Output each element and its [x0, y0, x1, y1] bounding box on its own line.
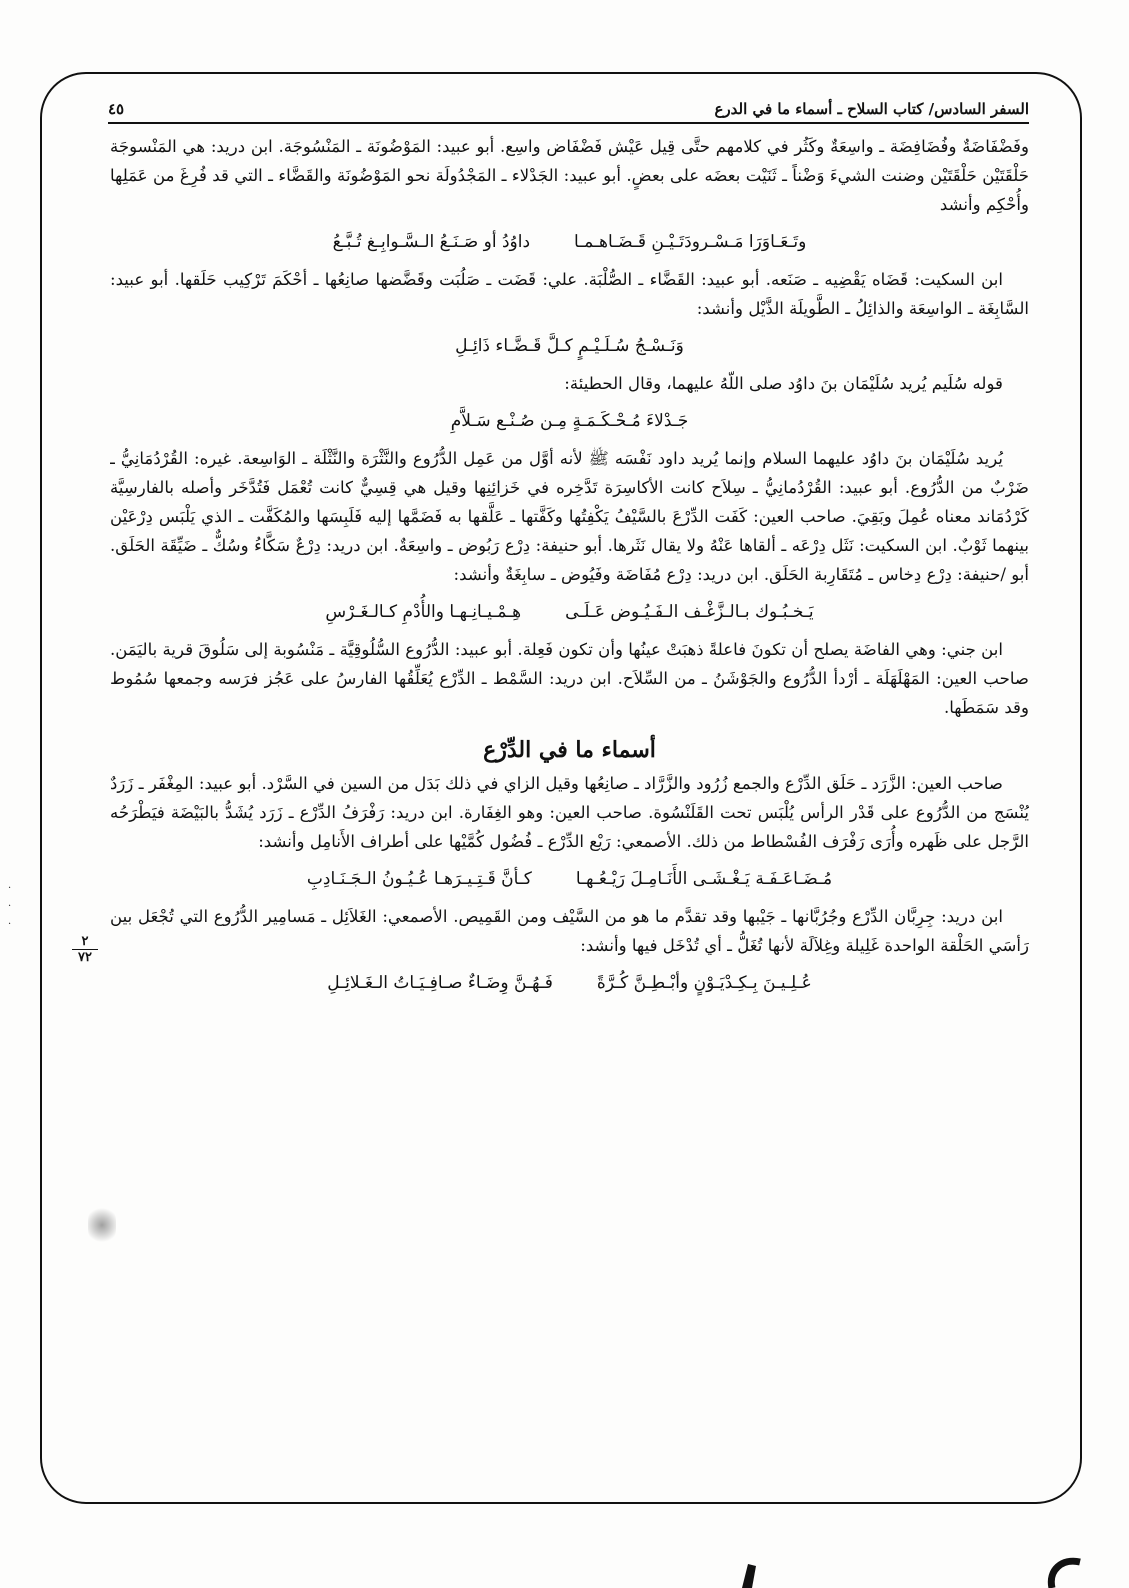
- scan-speckles: · · ·: [8, 883, 12, 930]
- paragraph: ابن السكيت: قَضَاه يَقْضِيه ـ صَنَعه. أبو عبيد: القَضَّاء ـ الصُّلْبَة. علي: قَضَت ـ صَلُبَت وقَضَّضها صانِعُها ـ أحْكَمَ تَرْكِيب حَلَقها. أبو عبيد: السَّابِغَة ـ الواسِعَة والذائِلُ ـ الطَّويلَة الذَّيْل وأنشد:: [110, 270, 1029, 318]
- verse-line: وَنَـسْـجُ سُـلَـيْـمٍ كـلَّ قَـضَّـاء ذَائِـلِ: [455, 336, 684, 356]
- verse-second-hemistich: داوُدُ أو صَـنَـعُ الـسَّـوابِـغ تُـبَّـعُ: [332, 232, 531, 252]
- running-header: [108, 88, 1029, 118]
- margin-reference-top: ٢: [72, 934, 98, 950]
- verse-first-hemistich: وتَـعَـاوَرَا مَـسْـرودَتَـيْـنِ قَـضَـاهـمـا: [574, 232, 807, 252]
- header-title: السفر السادس/ كتاب السلاح ـ أسماء ما في الدرع: [714, 100, 1029, 118]
- margin-reference-bottom: ٧٢: [78, 950, 92, 965]
- verse-first-hemistich: عُـلِـيـنَ بِـكِـدْيَـوْنٍ وأبْـطِـنَّ كُـرَّةً: [596, 973, 812, 993]
- margin-page-reference: [72, 934, 98, 965]
- poem-verse: [110, 332, 1029, 361]
- page-body: [110, 132, 1029, 1498]
- header-rule: [108, 122, 1029, 124]
- poem-verse: [110, 598, 1029, 627]
- verse-second-hemistich: كـأنَّ قَـتِـيـرَهـا عُـيُـونُ الـجَـنَـادِبِ: [306, 869, 532, 889]
- poem-verse: [110, 407, 1029, 436]
- paragraph: صاحب العين: الزَّرَد ـ حَلَق الدِّرْع والجمع زُرُود والزَّرَّاد ـ صانِعُها وقيل الزاي في ذلك بَدَل من السين في السَّرْد. أبو عبيد: المِغْفَر ـ زَرَدٌ يُنْسَج من الدُّرُوع على قَدْر الرأس يُلْبَس تحت القَلَنْسُوة. صاحب العين: وهو الغِفَارة. ابن دريد: رَفْرَفُ الدِّرْع ـ زَرَد يُشَدُّ بالبَيْضَة فيَطْرَحُه الرَّجل على ظَهره وأُرَى رَفْرَف الفُسْطاط من ذلك. الأصمعي: رَيْع الدِّرْع ـ فُضُول كُمَّيْها على أطراف الأَنامِل وأنشد:: [110, 774, 1029, 851]
- verse-first-hemistich: يَـخـبُـوك بـالـزَّغْـف الـفَـيُـوض عَـلَـى: [565, 602, 814, 622]
- ink-smudge: [88, 1205, 116, 1245]
- poem-verse: [110, 865, 1029, 894]
- poem-verse: [110, 228, 1029, 257]
- paragraph: يُريد سُلَيْمَان بنَ داوُد عليهما السلام وإنما يُريد داود نَفْسَه ﷺ لأنه أوَّل من عَمِل الدُّرُوع والنَّثْرَة والنَّثْلَة ـ الوَاسِعة. غيره: القُرْدُمَانِيُّ ـ ضَرْبٌ من الدُّرُوع. أبو عبيد: القُرْدُمانِيُّ ـ سِلاَح كانت الأكاسِرَة تَدَّخِره في خَزائِنِها وقيل هي قِسِيٌّ كانت تُعْمَل فَتُدَّخَر وأصله بالفارسِيَّة كَرْدُمَاند معناه عُمِلَ وبَقِيَ. صاحب العين: كَفَت الدِّرْعَ بالسَّيْفُ يَكْفِتُها وكَفَّتها ـ عَلَّقها به فَضَمَّها إليه فَلَبِسَها والمُكَفَّت ـ الذي يَلْبَس دِرْعَيْن بينهما ثَوْبٌ. ابن السكيت: نَثَل دِرْعَه ـ ألقاها عَنْهُ ولا يقال نَثَرها. أبو حنيفة: دِرْع رَبُوض ـ واسِعَةٌ. ابن دريد: دِرْعٌ سَكَّاءُ وسُكٌّ ـ ضَيِّقَة الحَلَق. أبو /حنيفة: دِرْع دِخاس ـ مُتَقَارِبة الحَلَق. ابن دريد: دِرْع مُفَاضَة وفَيُوض ـ سابِغَةٌ وأنشد:: [110, 449, 1029, 584]
- page-number: ٤٥: [108, 100, 125, 118]
- paragraph: ابن دريد: جِرِبَّان الدِّرْع وجُرُبَّانها ـ جَيْبها وقد تقدَّم ما هو من السَّيْف ومن القَمِيص. الأصمعي: الغَلاَئِل ـ مَسامِير الدُّرُوع التي تُجْعَل بين رَأسَي الحَلْقة الواحدة غَلِيلة وغِلاَلَة لأنها تُغَلُّ ـ أي تُدْخَل فيها وأنشد:: [110, 907, 1029, 955]
- verse-second-hemistich: هِـمْـيـانِـهـا والأُدْمِ كـالـغَـرْسِ: [325, 602, 522, 622]
- paragraph: قوله سُلَيم يُريد سُلَيْمَان بنَ داوُد صلى اللّهُ عليهما، وقال الحطيئة:: [564, 374, 1003, 393]
- paragraph: وفَضْفَاضَةٌ وفُضَافِضَة ـ واسِعَةٌ وكَثُر في كلامهم حتَّى قِيل عَيْش فَضْفَاض واسِع. أبو عبيد: المَوْضُونَة ـ المَنْسُوجَة. ابن دريد: هي المَنْسوجَة حَلْقَتَيْن حَلْقَتَيْن وضنت الشيءَ وَضْناً ـ ثَنَيْت بعضَه على بعضٍ. أبو عبيد: الجَدْلاء ـ المَجْدُولَة نحو المَوْضُونَة والقَضَّاء ـ التي قد فُرِغَ من عَمَلِها وأُحْكِم وأنشد: [110, 137, 1029, 214]
- section-heading: أسماء ما في الدِّرْع: [483, 737, 656, 763]
- verse-line: جَـدْلاءَ مُـحْـكَـمَـةٍ مِـن صُـنْـع سَـلاَّمِ: [450, 411, 689, 431]
- paragraph: ابن جني: وهي الفاضَة يصلح أن تكونَ فاعلةً ذهبَتْ عينُها وأن تكون فَعِلة. أبو عبيد: الدُّرُوع السُّلُوقِيَّة ـ مَنْسُوبة إلى سَلُوقَ قرية باليَمَن. صاحب العين: المَهْلَهَلَة ـ أرْدأ الدُّرُوع والجَوْشَنُ ـ من السِّلاَح. ابن دريد: السَّمْط ـ الدِّرْع يُعَلِّقُها الفارسُ على عَجُز فرَسه وجمعها سُمُوط وقد سَمَطَها.: [110, 640, 1029, 717]
- page-bottom-scan-marks: [0, 1528, 1129, 1588]
- poem-verse: [110, 969, 1029, 998]
- verse-second-hemistich: فَـهُـنَّ وِضَـاءٌ صـافِـيَـاتُ الـغَـلائِـلِ: [327, 973, 553, 993]
- verse-first-hemistich: مُـضَـاعَـفَـة يَـغْـشَـى الأَنَـامِـلَ رَيْـعُـهـا: [575, 869, 833, 889]
